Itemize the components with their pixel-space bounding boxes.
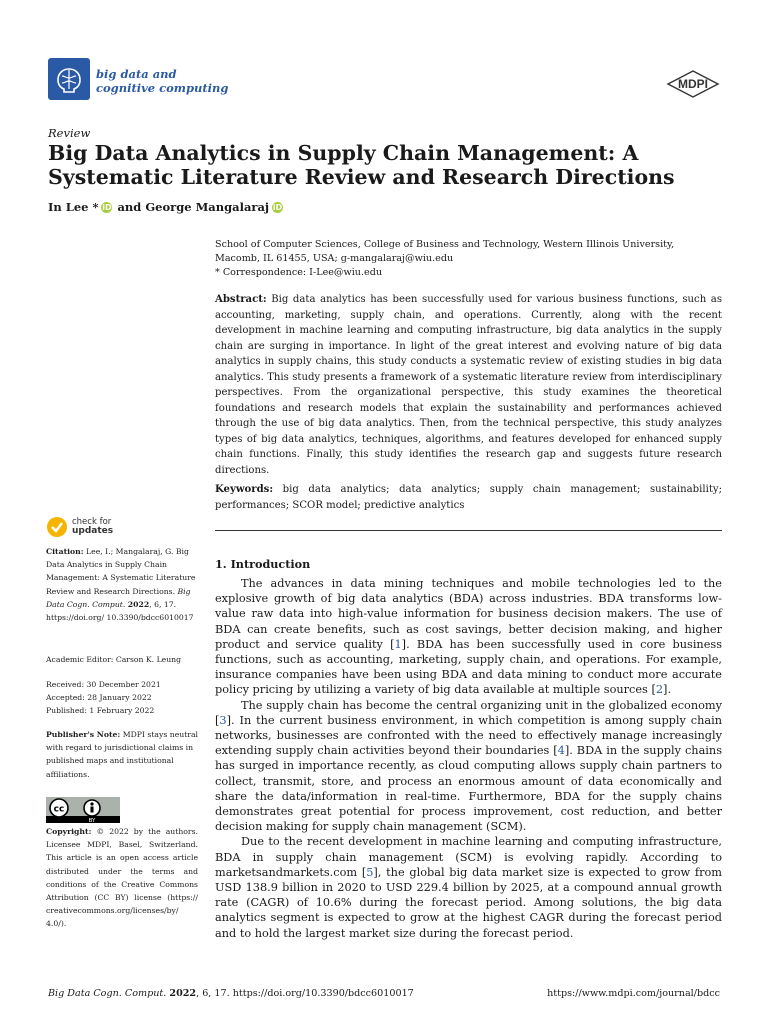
keywords-label: Keywords: [215,484,274,495]
copyright-label: Copyright: [46,827,92,836]
citation-label: Citation: [46,547,84,556]
paragraph: The supply chain has become the central organizing unit in the globalized economy [3]. In the current business environment, in which competition is among supply chain networks, businesses are confronted with the need to effectively manage increasingly extending supply chain activities beyond their boundaries [4]. BDA in the supply chains has surged in importance recently, as cloud computing allows supply chain partners to collect, transmit, store, and process an enormous amount of data economically and share the data/information in real-time. Furthermore, BDA for the supply chains demonstrates great potential for process improvement, cost reduction, and better decision making for supply chain management (SCM). [215,698,722,834]
paragraph: The advances in data mining techniques and mobile technologies led to the explosive growth of big data analytics (BDA) across industries. BDA transforms low-value raw data into high-value information for business decision makers. The use of BDA can create benefits, such as cost savings, better decision making, and higher product and service quality [1]. BDA has been successfully used in core business functions, such as accounting, marketing, supply chain, and operations. For example, insurance companies have been using BDA and data mining to conduct more accurate policy pricing by utilizing a variety of big data available at multiple sources [2]. [215,577,722,697]
author-list [48,200,286,214]
copyright-notice [46,825,198,931]
copyright-text: © 2022 by the authors. Licensee MDPI, Basel, Switzerland. This article is an open access article distributed under the terms and conditions of the Creative Commons Attribution (CC BY) license (https:// creativecommons.org/licenses/by/ 4.0/). [46,827,198,929]
received-date: Received: 30 December 2021 [46,680,161,689]
article-title: Big Data Analytics in Supply Chain Management: A Systematic Literature Review and Research Directions [48,141,675,189]
pubnote-label: Publisher's Note: [46,730,121,739]
citation-block [46,545,198,624]
footer-journal: Big Data Cogn. Comput. [48,988,167,999]
journal-name-line2: cognitive computing [96,81,229,95]
published-date: Published: 1 February 2022 [46,706,155,716]
article-type: Review [48,126,91,140]
mdpi-logo [666,70,720,98]
correspondence: * Correspondence: I-Lee@wiu.edu [215,267,383,278]
section-heading: 1. Introduction [215,557,311,571]
journal-name-line1: big data and [96,67,177,81]
paragraph: Due to the recent development in machine learning and computing infrastructure, BDA in supply chain management (SCM) is evolving rapidly. According to marketsandmarkets.com [5], the global big data market size is expected to grow from USD 138.9 billion in 2020 to USD 229.4 billion by 2025, at a compound annual growth rate (CAGR) of 10.6% during the forecast period. Among solutions, the big data analytics segment is expected to grow at the highest CAGR during the forecast period and to hold the largest market size during the forecast period. [215,835,722,940]
cc-by-license-badge[interactable] [46,797,120,823]
section-divider [215,530,722,531]
citation-text: Lee, I.; Mangalaraj, G. Big Data Analytics in Supply Chain Management: A Systematic Literature Review and Research Directions. [46,547,196,596]
journal-name [96,67,228,95]
cc-by-label: BY [88,818,96,823]
publishers-note [46,728,198,781]
check-updates-line2: updates [72,526,114,536]
abstract-text: Big data analytics has been successfully used for various business functions, such as accounting, marketing, supply chain, and operations. Currently, along with the recent development in machine learning and computing infrastructure, big data analytics in the supply chain are surging in importance. In light of the great interest and evolving nature of big data analytics in supply chains, this study conducts a systematic review of existing studies in big data analytics. This study presents a framework of a systematic literature review from interdisciplinary perspectives. From the organizational perspective, this study examines the theoretical foundations and research models that explain the sustainability and performances achieved through the use of big data analytics. Then, from the technical perspective, this study analyzes types of big data analytics, techniques, algorithms, and features developed for enhanced supply chain functions. Finally, this study identifies the research gap and suggests future research directions. [215,294,722,476]
abstract [215,292,722,478]
reference-link[interactable]: 4 [557,744,565,758]
keywords [215,482,722,513]
citation-journal: Big Data Cogn. Comput. [46,586,191,609]
abstract-label: Abstract: [215,294,267,305]
orcid-icon[interactable]: iD [102,202,112,212]
cc-icon: cc [53,804,65,815]
citation-year: 2022 [127,599,150,609]
author-george-mangalaraj: and George Mangalaraj [117,200,270,214]
footer-citation [48,988,414,999]
body-text [215,576,722,941]
publication-dates [46,678,198,718]
reference-link[interactable]: 5 [366,865,374,879]
citation-doi[interactable]: , 6, 17. https://doi.org/ 10.3390/bdcc6010017 [46,599,194,623]
reference-link[interactable]: 2 [655,683,664,697]
orcid-icon[interactable]: iD [272,202,283,212]
affiliation-line1: School of Computer Sciences, College of Business and Technology, Western Illinois University, [215,239,675,250]
affiliation-line2: Macomb, IL 61455, USA; g-mangalaraj@wiu.edu [215,253,454,264]
footer-year: 2022 [169,988,197,999]
journal-logo-brain-icon [48,58,90,100]
check-for-updates-button[interactable] [46,516,113,538]
accepted-date: Accepted: 28 January 2022 [46,693,152,703]
author-in-lee: In Lee * [48,200,99,214]
check-updates-icon [46,516,68,538]
academic-editor: Academic Editor: Carson K. Leung [46,655,182,664]
publisher-name: MDPI [678,77,708,91]
reference-link[interactable]: 1 [394,637,402,651]
pubnote-text: MDPI stays neutral with regard to jurisdictional claims in published maps and institutional affiliations. [46,730,198,779]
check-updates-line1: check for [72,517,112,527]
keywords-text: big data analytics; data analytics; supply chain management; sustainability; performances; SCOR model; predictive analytics [215,484,722,511]
reference-link[interactable]: 3 [219,713,227,727]
footer-doi[interactable]: , 6, 17. https://doi.org/10.3390/bdcc6010017 [196,988,414,999]
footer-journal-url[interactable]: https://www.mdpi.com/journal/bdcc [547,988,720,999]
